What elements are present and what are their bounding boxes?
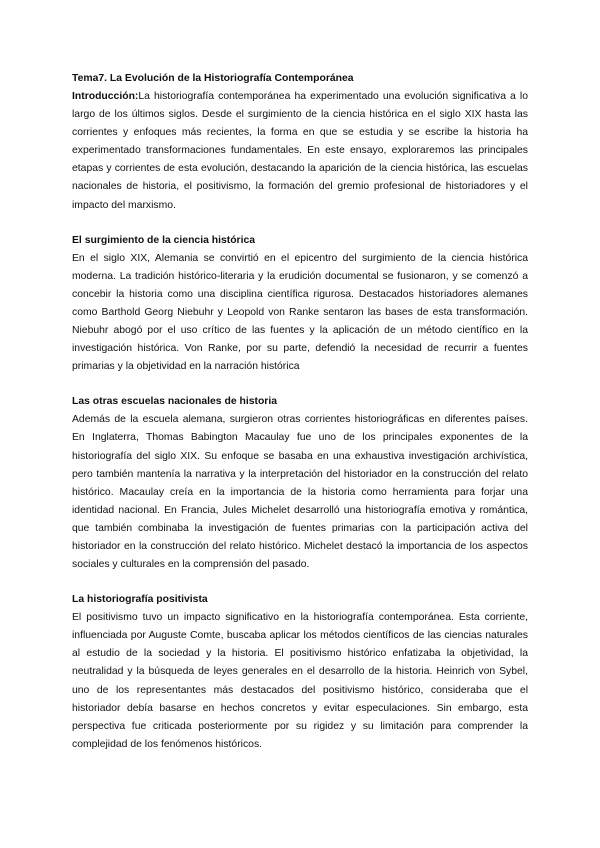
section-positivismo [72, 591, 528, 754]
section-body: En el siglo XIX, Alemania se convirtió en el epicentro del surgimiento de la ciencia histórica moderna. La tradición histórico-literaria y la erudición documental se fusionaron, y se comenzó a concebir la historia como una disciplina científica rigurosa. Destacados historiadores alemanes como Barthold Georg Niebuhr y Leopold von Ranke sentaron las bases de esta transformación. Niebuhr abogó por el uso crítico de las fuentes y la aplicación de un método científico en la investigación histórica. Von Ranke, por su parte, defendió la necesidad de recurrir a fuentes primarias y la objetividad en la narración histórica [72, 252, 528, 373]
intro-lead: Introducción: [72, 91, 139, 102]
section-escuelas-nacionales [72, 393, 528, 574]
document-title: Tema7. La Evolución de la Historiografía Contemporánea [72, 73, 354, 84]
intro-paragraph [72, 88, 528, 215]
section-body: Además de la escuela alemana, surgieron otras corrientes historiográficas en diferentes países. En Inglaterra, Thomas Babington Macaulay fue uno de los principales exponentes de la historiografía del siglo XIX. Su enfoque se basaba en una exhaustiva investigación archivística, pero también mantenía la narrativa y la interpretación del historiador en la construcción del relato histórico. Macaulay creía en la importancia de la historia como herramienta para forjar una identidad nacional. En Francia, Jules Michelet desarrolló una historiografía emotiva y romántica, que también combinaba la investigación de fuentes primarias con la participación activa del historiador en la construcción del relato histórico. Michelet destacó la importancia de los aspectos sociales y culturales en la comprensión del pasado. [72, 414, 528, 571]
section-heading: El surgimiento de la ciencia histórica [72, 234, 256, 246]
section-heading: Las otras escuelas nacionales de historia [72, 396, 278, 408]
intro-text: La historiografía contemporánea ha experimentado una evolución significativa a lo largo de los últimos siglos. Desde el surgimiento de la ciencia histórica en el siglo XIX hasta las corrientes y enfoques más recientes, la forma en que se estudia y se escribe la historia ha experimentado transformaciones fundamentales. En este ensayo, exploraremos las principales etapas y corrientes de esta evolución, destacando la aparición de la ciencia histórica, las escuelas nacionales de historia, el positivismo, la formación del gremio profesional de historiadores y el impacto del marxismo. [72, 91, 528, 211]
section-heading: La historiografía positivista [72, 594, 208, 606]
section-ciencia-historica [72, 232, 528, 377]
section-body: El positivismo tuvo un impacto significativo en la historiografía contemporánea. Esta corriente, influenciada por Auguste Comte, buscaba aplicar los métodos científicos de las ciencias naturales al estudio de la sociedad y la historia. El positivismo histórico enfatizaba la objetividad, la neutralidad y la búsqueda de leyes generales en el desarrollo de la historia. Heinrich von Sybel, uno de los representantes más destacados del positivismo histórico, consideraba que el historiador debía basarse en hechos concretos y evitar especulaciones. Sin embargo, esta perspectiva fue criticada posteriormente por su rigidez y su limitación para comprender la complejidad de los fenómenos históricos. [72, 612, 528, 750]
document-page [72, 66, 528, 754]
